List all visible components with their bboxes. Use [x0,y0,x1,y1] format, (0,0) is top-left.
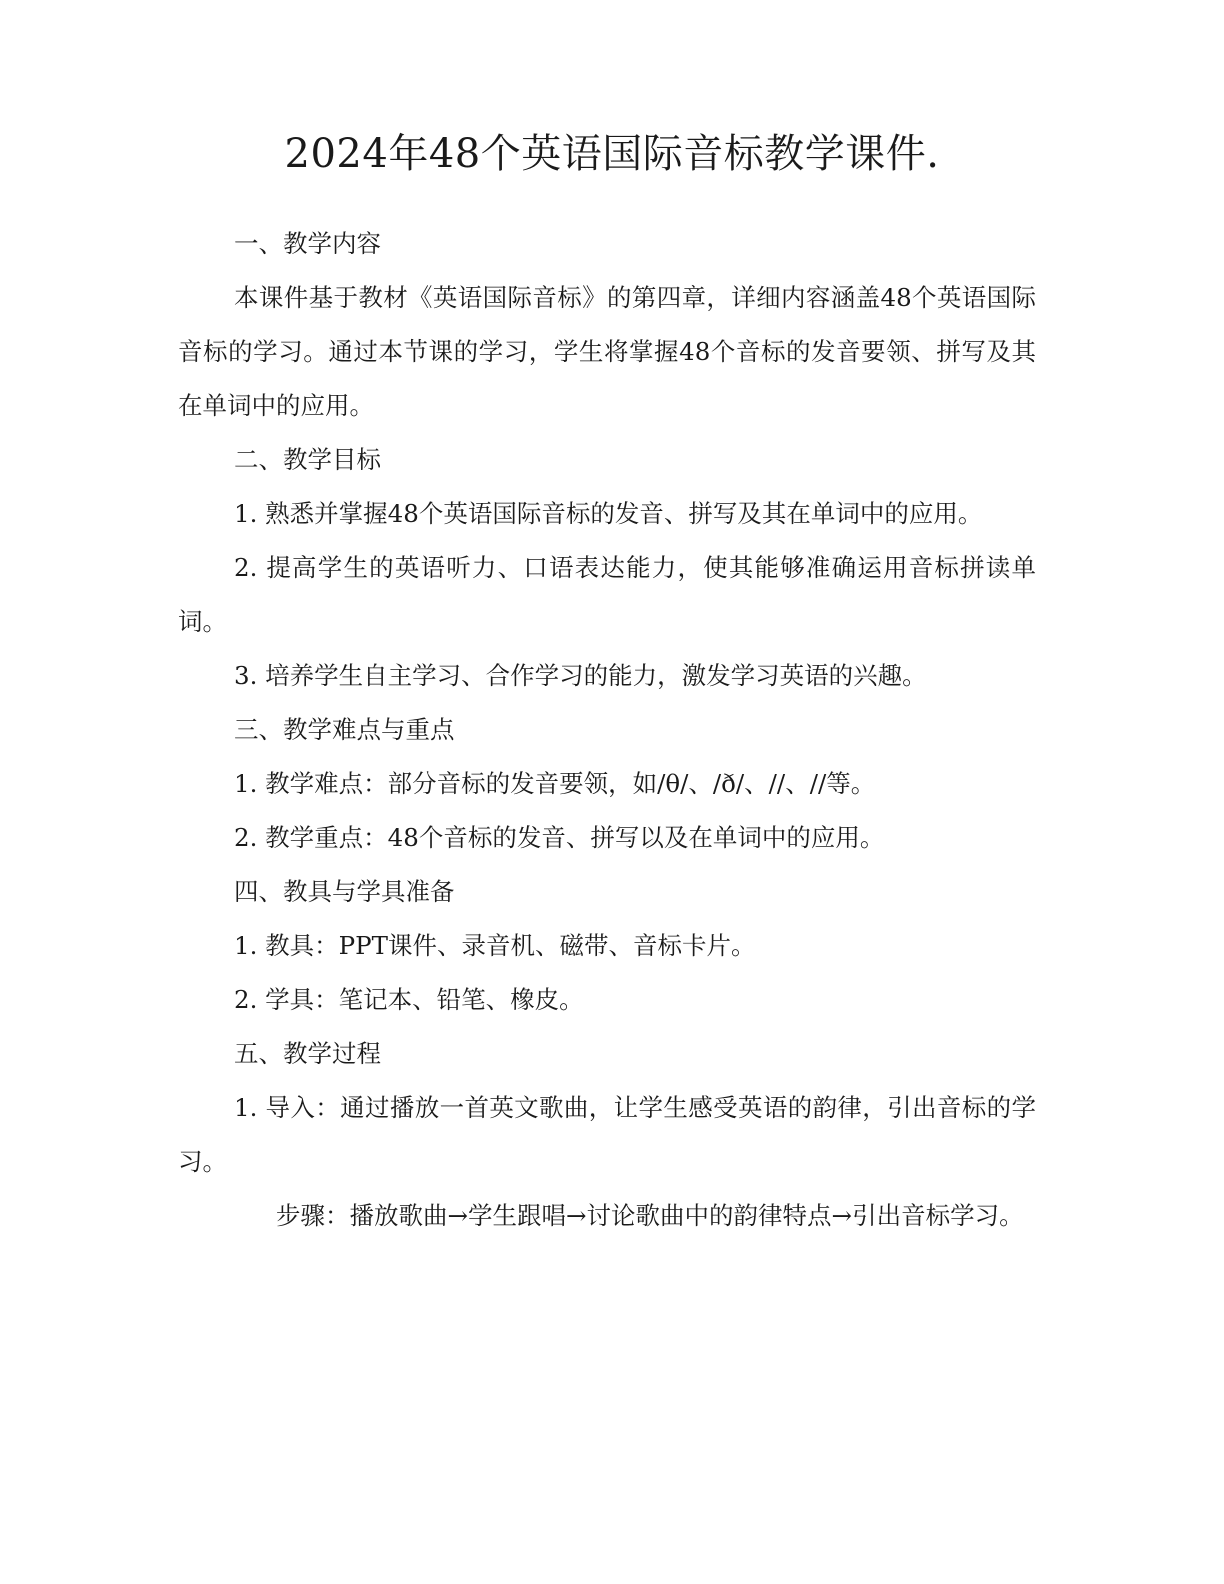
objective-item-3: 3. 培养学生自主学习、合作学习的能力，激发学习英语的兴趣。 [234,661,927,690]
section-heading-materials: 四、教具与学具准备 [234,877,455,906]
section-heading-process: 五、教学过程 [234,1039,381,1068]
objective-item-1: 1. 熟悉并掌握48个英语国际音标的发音、拼写及其在单词中的应用。 [234,499,983,528]
section-heading-content: 一、教学内容 [234,229,381,258]
section-heading-difficulties: 三、教学难点与重点 [234,715,455,744]
document-body [178,217,1036,1243]
materials-item-1: 1. 教具：PPT课件、录音机、磁带、音标卡片。 [234,931,756,960]
objective-item-2: 2. 提高学生的英语听力、口语表达能力，使其能够准确运用音标拼读单词。 [178,553,1036,636]
process-item-1: 1. 导入：通过播放一首英文歌曲，让学生感受英语的韵律，引出音标的学习。 [178,1093,1036,1176]
document-title: 2024年48个英语国际音标教学课件. [284,131,940,177]
materials-item-2: 2. 学具：笔记本、铅笔、橡皮。 [234,985,584,1014]
section-heading-objectives: 二、教学目标 [234,445,381,474]
process-step-description: 步骤：播放歌曲→学生跟唱→讨论歌曲中的韵律特点→引出音标学习。 [276,1201,1024,1230]
difficulty-item-1: 1. 教学难点：部分音标的发音要领，如/θ/、/ð/、//、//等。 [234,769,876,798]
paragraph-content-description: 本课件基于教材《英语国际音标》的第四章，详细内容涵盖48个英语国际音标的学习。通过本节课的学习，学生将掌握48个音标的发音要领、拼写及其在单词中的应用。 [178,283,1036,420]
difficulty-item-2: 2. 教学重点：48个音标的发音、拼写以及在单词中的应用。 [234,823,885,852]
